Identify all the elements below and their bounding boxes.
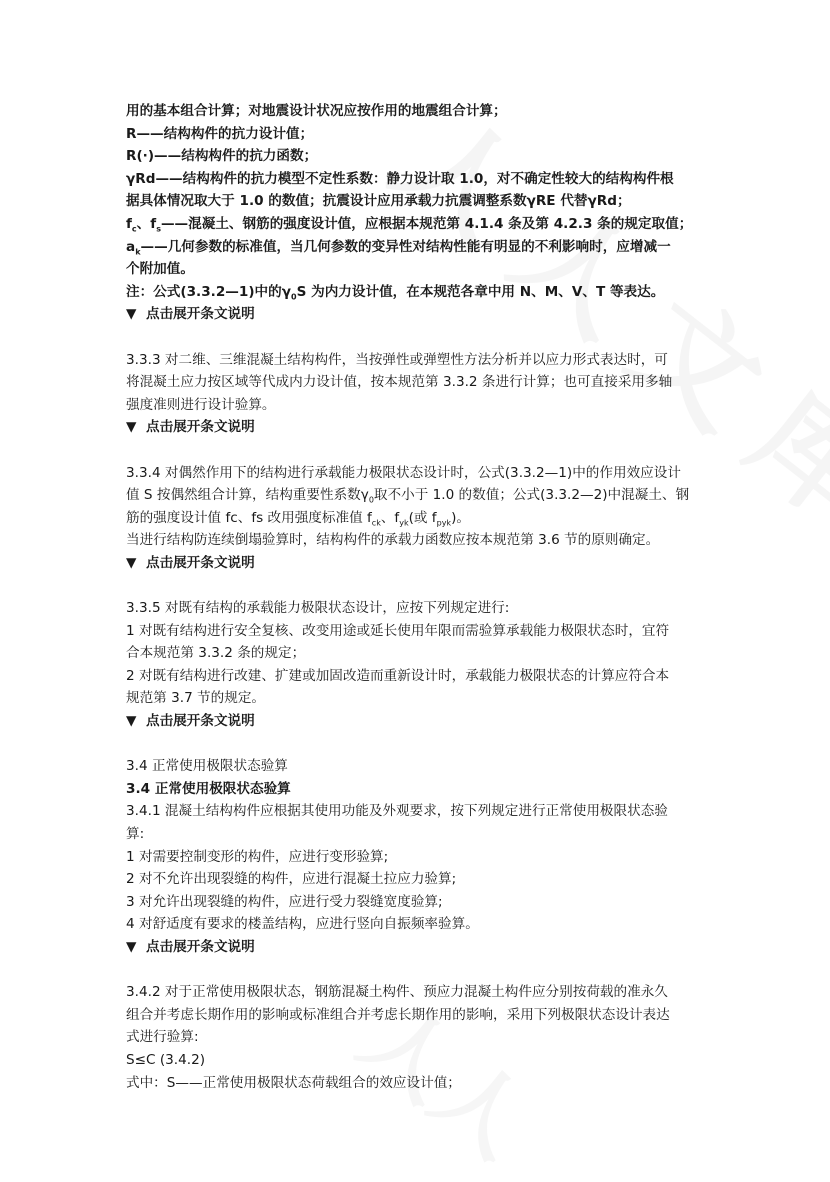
text-line: 3.3.3 对二维、三维混凝土结构构件，当按弹性或弹塑性方法分析并以应力形式表达时，可	[126, 351, 668, 368]
expand-explanation-toggle[interactable]: ▼ 点击展开条文说明	[126, 936, 710, 959]
text-line: R——结构构件的抗力设计值；	[126, 125, 314, 142]
triangle-down-icon: ▼	[126, 713, 137, 730]
text-line: 1 对需要控制变形的构件，应进行变形验算;	[126, 848, 389, 865]
text-line: 2 对不允许出现裂缝的构件，应进行混凝土拉应力验算;	[126, 871, 457, 888]
text-line: R(·)——结构构件的抗力函数；	[126, 148, 318, 165]
text-line: 式进行验算:	[126, 1029, 199, 1046]
text-line: $f_c$、$f_s——$混凝土、钢筋的强度设计值，应根据本规范第 4.1.4 条及第 4.2.3 条的规定取值；	[126, 215, 693, 234]
expand-explanation-toggle[interactable]: ▼ 点击展开条文说明	[126, 552, 710, 575]
text-line: 1 对既有结构进行安全复核、改变用途或延长使用年限而需验算承载能力极限状态时，宜符	[126, 622, 670, 639]
text-line: 3 对允许出现裂缝的构件，应进行受力裂缝宽度验算;	[126, 893, 443, 910]
text-line: 3.4.1 混凝土结构构件应根据其使用功能及外观要求，按下列规定进行正常使用极限状态验	[126, 803, 668, 820]
text-line: 筋的强度设计值 fc、fs 改用强度标准值 $f_{ck}$、$f_{yk}$(或 $f_{pyk}$)。	[126, 509, 470, 528]
section-heading-bold: 3.4 正常使用极限状态验算	[126, 780, 291, 797]
expand-explanation-toggle[interactable]: ▼ 点击展开条文说明	[126, 416, 710, 439]
text-line: γRd——结构构件的抗力模型不定性系数：静力设计取 1.0，对不确定性较大的结构构件根	[126, 170, 674, 187]
triangle-down-icon: ▼	[126, 419, 137, 436]
text-line: 个附加值。	[126, 261, 194, 278]
text-line: 值 S 按偶然组合计算，结构重要性系数$\gamma_0$取不小于 1.0 的数值；公式(3.3.2—2)中混凝土、钢	[126, 487, 690, 505]
expand-explanation-toggle[interactable]: ▼ 点击展开条文说明	[126, 710, 710, 733]
section-heading: 3.4 正常使用极限状态验算	[126, 758, 288, 775]
expand-explanation-toggle[interactable]: ▼ 点击展开条文说明	[126, 303, 710, 326]
text-line: 3.3.4 对偶然作用下的结构进行承载能力极限状态设计时，公式(3.3.2—1)中的作用效应设计	[126, 464, 681, 481]
text-line: 强度准则进行设计验算。	[126, 396, 276, 413]
text-line: $a_k——$几何参数的标准值，当几何参数的变异性对结构性能有明显的不利影响时，应增减一	[126, 238, 671, 257]
note-line: 注：公式(3.3.2—1)中的$\gamma_0S$ 为内力设计值，在本规范各章中用 N、M、V、T 等表达。	[126, 283, 665, 302]
text-line: 3.4.2 对于正常使用极限状态，钢筋混凝土构件、预应力混凝土构件应分别按荷载的准永久	[126, 984, 668, 1001]
document-content	[126, 100, 710, 1094]
triangle-down-icon: ▼	[126, 554, 137, 571]
text-line: 4 对舒适度有要求的楼盖结构，应进行竖向自振频率验算。	[126, 916, 479, 933]
text-line: 将混凝土应力按区域等代成内力设计值，按本规范第 3.3.2 条进行计算；也可直接采用多轴	[126, 374, 673, 391]
text-line: 2 对既有结构进行改建、扩建或加固改造而重新设计时，承载能力极限状态的计算应符合本	[126, 667, 670, 684]
text-line: 组合并考虑长期作用的影响或标准组合并考虑长期作用的影响，采用下列极限状态设计表达	[126, 1006, 670, 1023]
text-line: 当进行结构防连续倒塌验算时，结构构件的承载力函数应按本规范第 3.6 节的原则确定。	[126, 532, 660, 549]
text-line: 合本规范第 3.3.2 条的规定；	[126, 645, 306, 662]
text-line: 式中：S——正常使用极限状态荷载组合的效应设计值；	[126, 1074, 461, 1091]
text-line: 规范第 3.7 节的规定。	[126, 690, 266, 707]
text-line: 3.3.5 对既有结构的承载能力极限状态设计，应按下列规定进行:	[126, 600, 510, 617]
text-line: 算:	[126, 826, 145, 842]
text-line: 据具体情况取大于 1.0 的数值；抗震设计应用承载力抗震调整系数γRE 代替γRd；	[126, 193, 631, 210]
triangle-down-icon: ▼	[126, 938, 137, 955]
triangle-down-icon: ▼	[126, 306, 137, 323]
text-line: 用的基本组合计算；对地震设计状况应按作用的地震组合计算；	[126, 103, 507, 119]
formula-line: S≤C (3.4.2)	[126, 1051, 206, 1068]
